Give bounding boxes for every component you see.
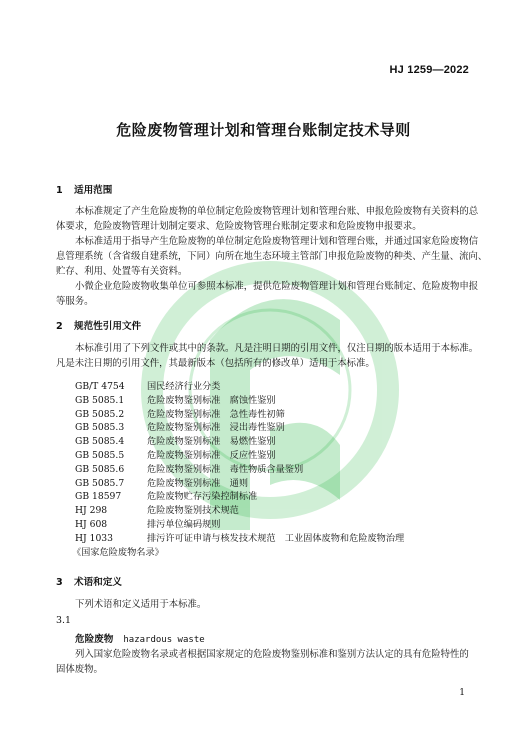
reference-row [75,449,404,463]
page-number: 1 [459,688,465,698]
text-line: 本标准适用于指导产生危险废物的单位制定危险废物管理计划和管理台账，并通过国家危险废物信 [75,236,479,247]
reference-code: GB 5085.4 [75,436,125,448]
reference-title: 危险废物鉴别技术规范 [147,505,239,517]
text-line: 贮存、利用、处置等有关资料。 [56,266,188,277]
reference-row [75,463,404,477]
section-number: 2 [56,321,63,332]
reference-title: 危险废物鉴别标准 毒性物质含量鉴别 [147,463,304,475]
text-line: 小微企业危险废物收集单位可参照本标准，提供危险废物管理计划和管理台账制定、危险废物申报 [75,281,479,292]
text-line: 等服务。 [56,296,94,307]
reference-title: 危险废物贮存污染控制标准 [147,491,258,503]
reference-title: 危险废物鉴别标准 通则 [147,477,249,489]
text-line: 体要求，危险废物管理计划制定要求、危险废物管理台账制定要求和危险废物申报要求。 [56,221,422,232]
reference-code: HJ 1033 [75,532,113,544]
section-3-intro [56,597,476,612]
section-3-heading [56,574,122,588]
text-line: 凡是未注日期的引用文件，其最新版本（包括所有的修改单）适用于本标准。 [56,358,375,369]
reference-title: 国民经济行业分类 [147,381,221,392]
section-number: 1 [56,185,63,196]
term-entry [75,631,205,645]
text-line: 固体废物。 [56,664,103,675]
reference-row [75,477,404,491]
reference-code: GB 5085.3 [75,422,125,434]
section-2-heading [56,318,141,332]
reference-row [75,532,404,546]
reference-code: GB 5085.1 [75,394,125,406]
reference-row [75,408,404,422]
section-1-body [56,204,488,309]
term-english: hazardous waste [123,635,205,645]
reference-title: 排污单位编码规则 [147,518,221,530]
section-2-body [56,341,479,371]
text-line: 本标准引用了下列文件或其中的条款。凡是注明日期的引用文件，仅注日期的版本适用于本标准。 [75,343,479,354]
section-number: 3 [56,577,63,588]
section-title: 适用范围 [74,185,113,196]
text-line: 本标准规定了产生危险废物的单位制定危险废物管理计划和管理台账、申报危险废物有关资料的总 [75,206,479,217]
text-line: 列入国家危险废物名录或者根据国家规定的危险废物鉴别标准和鉴别方法认定的具有危险特性的 [75,649,469,660]
reference-row [75,490,404,504]
normative-references-list [72,380,405,559]
reference-row [75,421,404,435]
reference-title: 排污许可证申请与核发技术规范 工业固体废物和危险废物治理 [147,532,405,544]
section-title: 规范性引用文件 [74,321,142,332]
reference-code: GB 5085.7 [75,477,125,489]
text-line: 息管理系统（含省级自建系统，下同）向所在地生态环境主管部门申报危险废物的种类、产生量、流向、 [56,251,488,262]
reference-code: GB 18597 [75,491,122,503]
reference-row [72,546,404,560]
section-1-heading [56,182,112,196]
text-line: 下列术语和定义适用于本标准。 [75,599,207,610]
standard-code: HJ 1259—2022 [389,64,469,76]
reference-title: 危险废物鉴别标准 易燃性鉴别 [147,436,276,448]
reference-title: 危险废物鉴别标准 反应性鉴别 [147,449,276,461]
reference-code: GB 5085.5 [75,449,125,461]
subsection-number: 3.1 [56,615,71,626]
reference-code: HJ 298 [75,505,108,517]
term-definition [56,647,476,677]
reference-code: 《国家危险废物名录》 [72,546,164,558]
reference-code: GB 5085.2 [75,408,125,420]
reference-row [75,380,404,394]
term-chinese: 危险废物 [75,634,114,645]
reference-row [75,518,404,532]
reference-code: GB/T 4754 [75,381,125,392]
reference-row [75,504,404,518]
reference-row [75,435,404,449]
document-title: 危险废物管理计划和管理台账制定技术导则 [116,121,411,139]
reference-code: GB 5085.6 [75,463,125,475]
reference-title: 危险废物鉴别标准 浸出毒性鉴别 [147,422,285,434]
section-title: 术语和定义 [74,577,122,588]
reference-code: HJ 608 [75,518,108,530]
reference-title: 危险废物鉴别标准 急性毒性初筛 [147,408,285,420]
reference-title: 危险废物鉴别标准 腐蚀性鉴别 [147,394,276,406]
reference-row [75,394,404,408]
